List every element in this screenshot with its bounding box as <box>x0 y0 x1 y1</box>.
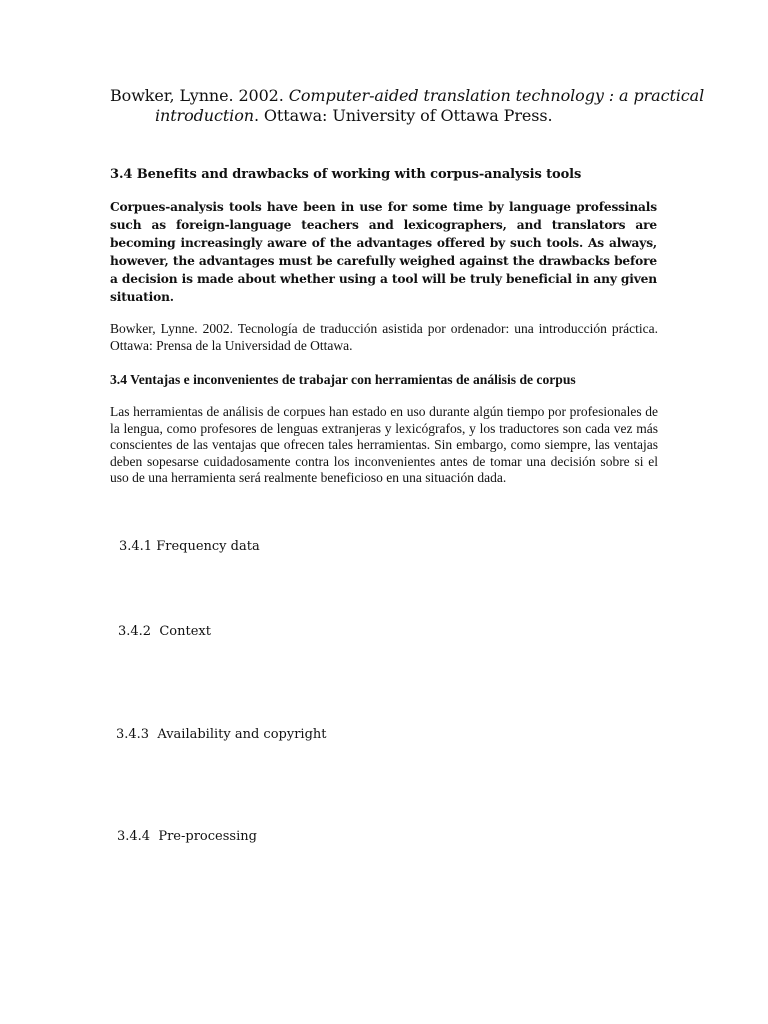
citation-publisher: . Ottawa: University of Ottawa Press. <box>253 106 553 125</box>
citation-author-year: Bowker, Lynne. 2002. <box>110 86 289 105</box>
citation-english <box>110 86 715 126</box>
paragraph-english: Corpues-analysis tools have been in use for some time by language professinals such as foreign-language teachers and lexicographers, and translators are becoming increasingly aware of the advantages offered by such tools. As always, however, the advantages must be carefully weighed against the drawbacks before a decision is made about whether using a tool will be truly beneficial in any given situation. <box>110 200 657 304</box>
subsection-heading-availability-copyright: 3.4.3 Availability and copyright <box>116 727 327 742</box>
subsection-heading-frequency-data: 3.4.1 Frequency data <box>119 539 260 554</box>
subsection-heading-pre-processing: 3.4.4 Pre-processing <box>117 829 257 844</box>
citation-spanish: Bowker, Lynne. 2002. Tecnología de traducción asistida por ordenador: una introducción práctica. Ottawa: Prensa de la Universidad de Ottawa. <box>110 321 658 353</box>
citation-book-title: Computer-aided translation technology : a practical introduction <box>155 86 705 125</box>
subsection-heading-context: 3.4.2 Context <box>118 624 211 639</box>
section-heading-english: 3.4 Benefits and drawbacks of working with corpus-analysis tools <box>110 167 582 182</box>
section-heading-spanish: 3.4 Ventajas e inconvenientes de trabajar con herramientas de análisis de corpus <box>110 372 576 387</box>
paragraph-spanish: Las herramientas de análisis de corpues han estado en uso durante algún tiempo por profesionales de la lengua, como profesores de lenguas extranjeras y lexicógrafos, y los traductores son cada vez más conscientes de las ventajas que ofrecen tales herramientas. Sin embargo, como siempre, las ventajas deben sopesarse cuidadosamente contra los inconvenientes antes de tomar una decisión sobre si el uso de una herramienta será realmente beneficioso en una situación dada. <box>110 404 658 485</box>
